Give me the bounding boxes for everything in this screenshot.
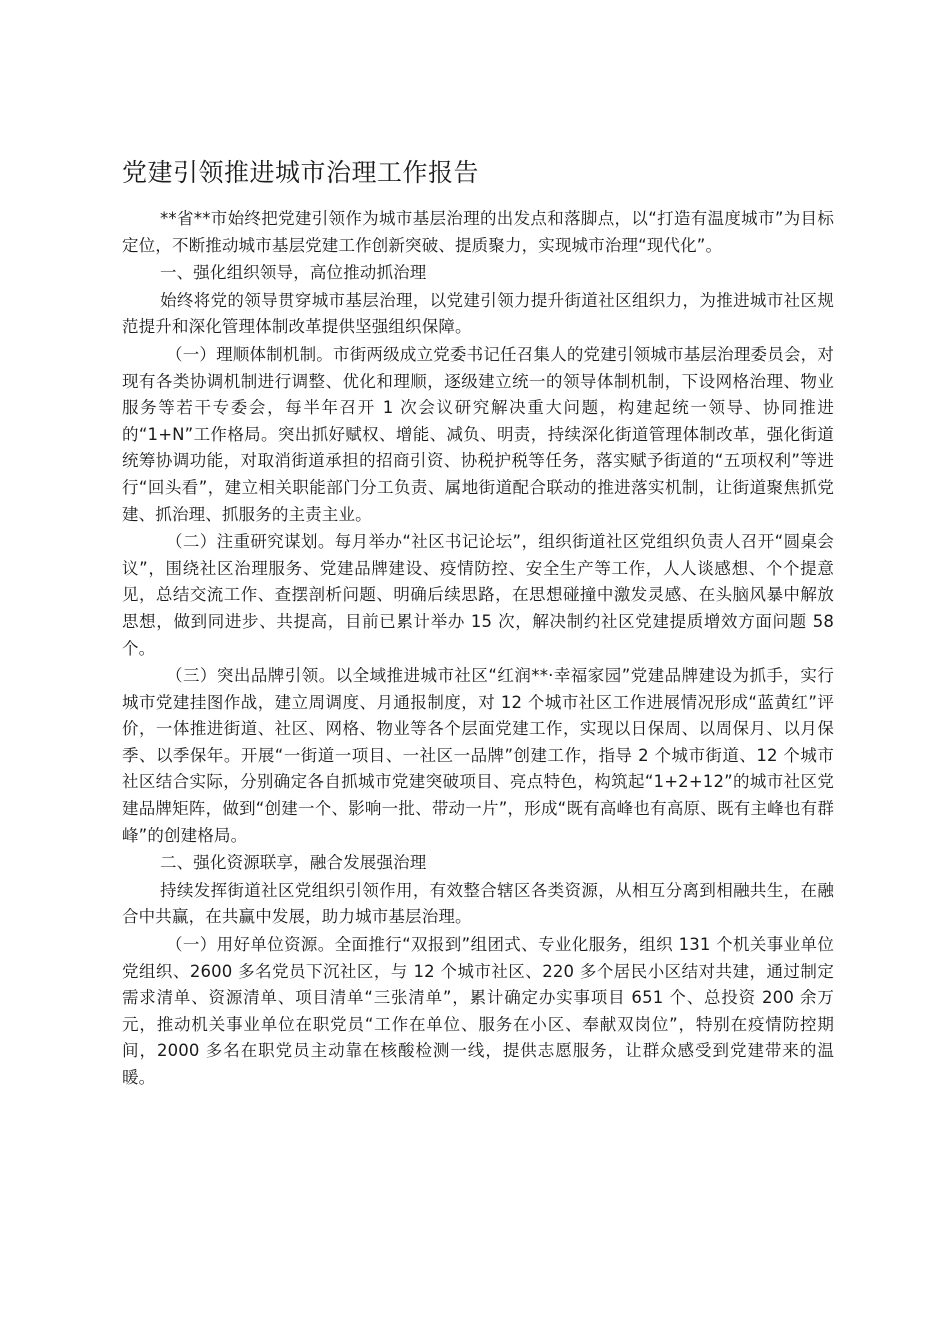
section-1-item-3: （三）突出品牌引领。以全域推进城市社区“红润**·幸福家园”党建品牌建设为抓手，实行城市党建挂图作战，建立周调度、月通报制度，对 12 个城市社区工作进展情况形成“蓝黄红”评价，一体推进街道、社区、网格、物业等各个层面党建工作，实现以日保周、以周保月、以月保季、以季保年。开展“一街道一项目、一社区一品牌”创建工作，指导 2 个城市街道、12 个城市社区结合实际，分别确定各自抓城市党建突破项目、亮点特色，构筑起“1+2+12”的城市社区党建品牌矩阵，做到“创建一个、影响一批、带动一片”，形成“既有高峰也有高原、既有主峰也有群峰”的创建格局。 — [122, 666, 834, 845]
section-1-heading: 一、强化组织领导，高位推动抓治理 — [160, 263, 427, 283]
document-title: 党建引领推进城市治理工作报告 — [122, 158, 480, 187]
document-body — [122, 206, 834, 1093]
intro-paragraph: **省**市始终把党建引领作为城市基层治理的出发点和落脚点，以“打造有温度城市”为目标定位，不断推动城市基层党建工作创新突破、提质聚力，实现城市治理“现代化”。 — [122, 209, 834, 255]
section-2-intro: 持续发挥街道社区党组织引领作用，有效整合辖区各类资源，从相互分离到相融共生，在融合中共赢，在共赢中发展，助力城市基层治理。 — [122, 880, 834, 927]
section-1-item-2: （二）注重研究谋划。每月举办“社区书记论坛”，组织街道社区党组织负责人召开“圆桌会议”，围绕社区治理服务、党建品牌建设、疫情防控、安全生产等工作，人人谈感想、个个提意见，总结交流工作、查摆剖析问题、明确后续思路，在思想碰撞中激发灵感、在头脑风暴中解放思想，做到同进步、共提高，目前已累计举办 15 次，解决制约社区党建提质增效方面问题 58 个。 — [122, 532, 834, 658]
section-1-item-1: （一）理顺体制机制。市街两级成立党委书记任召集人的党建引领城市基层治理委员会，对现有各类协调机制进行调整、优化和理顺，逐级建立统一的领导体制机制，下设网格治理、物业服务等若干专委会，每半年召开 1 次会议研究解决重大问题，构建起统一领导、协同推进的“1+N”工作格局。突出抓好赋权、增能、减负、明责，持续深化街道管理体制改革，强化街道统筹协调功能，对取消街道承担的招商引资、协税护税等任务，落实赋予街道的“五项权利”等进行“回头看”，建立相关职能部门分工负责、属地街道配合联动的推进落实机制，让街道聚焦抓党建、抓治理、抓服务的主责主业。 — [122, 344, 834, 524]
section-2-item-1: （一）用好单位资源。全面推行“双报到”组团式、专业化服务，组织 131 个机关事业单位党组织、2600 多名党员下沉社区，与 12 个城市社区、220 多个居民小区结对共建，通过制定需求清单、资源清单、项目清单“三张清单”，累计确定办实事项目 651 个、总投资 200 余万元，推动机关事业单位在职党员“工作在单位、服务在小区、奉献双岗位”，特别在疫情防控期间，2000 多名在职党员主动靠在核酸检测一线，提供志愿服务，让群众感受到党建带来的温暖。 — [122, 935, 834, 1087]
section-1-intro: 始终将党的领导贯穿城市基层治理，以党建引领力提升街道社区组织力，为推进城市社区规范提升和深化管理体制改革提供坚强组织保障。 — [122, 290, 834, 337]
section-2-heading: 二、强化资源联享，融合发展强治理 — [160, 853, 427, 873]
